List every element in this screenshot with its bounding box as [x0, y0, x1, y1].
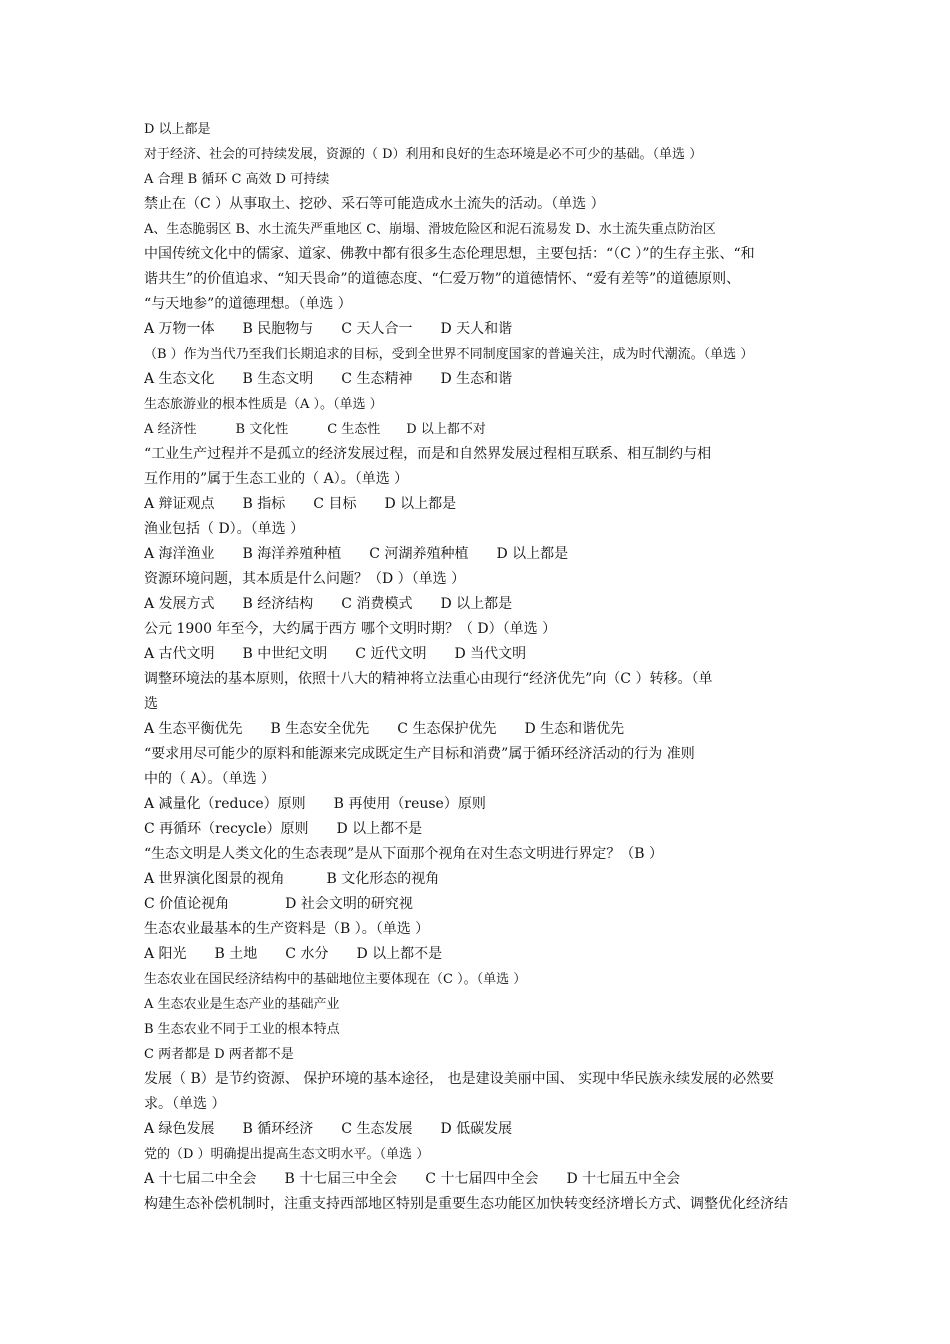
document-body	[144, 117, 812, 1217]
text-line: A 辩证观点 B 指标 C 目标 D 以上都是	[144, 496, 457, 512]
text-line: A 阳光 B 土地 C 水分 D 以上都不是	[144, 946, 443, 962]
text-line: A 减量化（reduce）原则 B 再使用（reuse）原则	[144, 796, 486, 812]
text-line: B 生态农业不同于工业的根本特点	[144, 1022, 340, 1037]
text-line: A 发展方式 B 经济结构 C 消费模式 D 以上都是	[144, 596, 513, 612]
text-line: A 万物一体 B 民胞物与 C 天人合一 D 天人和谐	[144, 321, 513, 337]
text-line: （B ）作为当代乃至我们长期追求的目标，受到全世界不同制度国家的普遍关注，成为时代潮流。（单选 ）	[144, 347, 754, 362]
text-line: “工业生产过程并不是孤立的经济发展过程，而是和自然界发展过程相互联系、相互制约与相	[144, 446, 712, 462]
text-line: 生态农业在国民经济结构中的基础地位主要体现在（C ）。（单选 ）	[144, 972, 527, 987]
text-line: “生态文明是人类文化的生态表现”是从下面那个视角在对生态文明进行界定？（B ）	[144, 846, 664, 862]
text-line: A 世界演化图景的视角 B 文化形态的视角	[144, 871, 440, 887]
text-line: 求。（单选 ）	[144, 1096, 226, 1112]
text-line: A、生态脆弱区 B、水土流失严重地区 C、崩塌、滑坡危险区和泥石流易发 D、水土流失重点防治区	[144, 222, 716, 237]
text-line: 生态农业最基本的生产资料是（B ）。（单选 ）	[144, 921, 430, 937]
text-line: 生态旅游业的根本性质是（A ）。（单选 ）	[144, 397, 383, 412]
text-line: 选	[144, 696, 158, 712]
text-line: “与天地参”的道德理想。（单选 ）	[144, 296, 352, 312]
text-line: A 合理 B 循环 C 高效 D 可持续	[144, 172, 330, 187]
text-line: 对于经济、社会的可持续发展，资源的（ D）利用和良好的生态环境是必不可少的基础。（单选 ）	[144, 147, 703, 162]
text-line: D 以上都是	[144, 122, 211, 137]
text-line: A 海洋渔业 B 海洋养殖种植 C 河湖养殖种植 D 以上都是	[144, 546, 569, 562]
text-line: 谐共生”的价值追求、“知天畏命”的道德态度、“仁爱万物”的道德情怀、“爱有差等”的道德原则、	[144, 271, 741, 287]
text-line: A 绿色发展 B 循环经济 C 生态发展 D 低碳发展	[144, 1121, 513, 1137]
text-line: C 价值论视角 D 社会文明的研究视	[144, 896, 413, 912]
text-line: A 经济性 B 文化性 C 生态性 D 以上都不对	[144, 422, 486, 437]
text-line: A 生态农业是生态产业的基础产业	[144, 997, 340, 1012]
text-line: A 古代文明 B 中世纪文明 C 近代文明 D 当代文明	[144, 646, 527, 662]
text-line: A 十七届二中全会 B 十七届三中全会 C 十七届四中全会 D 十七届五中全会	[144, 1171, 681, 1187]
text-line: C 再循环（recycle）原则 D 以上都不是	[144, 821, 423, 837]
text-line: 渔业包括（ D）。（单选 ）	[144, 521, 305, 537]
text-line: 中的（ A）。（单选 ）	[144, 771, 276, 787]
text-line: 构建生态补偿机制时，注重支持西部地区特别是重要生态功能区加快转变经济增长方式、调整优化经济结	[144, 1196, 788, 1212]
text-line: 公元 1900 年至今，大约属于西方 哪个文明时期？（ D）（单选 ）	[144, 621, 557, 637]
text-line: 中国传统文化中的儒家、道家、佛教中都有很多生态伦理思想，主要包括：“（C ）”的生存主张、“和	[144, 246, 755, 262]
text-line: A 生态平衡优先 B 生态安全优先 C 生态保护优先 D 生态和谐优先	[144, 721, 625, 737]
text-line: 禁止在（C ）从事取土、挖砂、采石等可能造成水土流失的活动。（单选 ）	[144, 196, 605, 212]
text-line: 互作用的”属于生态工业的（ A）。（单选 ）	[144, 471, 409, 487]
text-line: A 生态文化 B 生态文明 C 生态精神 D 生态和谐	[144, 371, 513, 387]
text-line: “要求用尽可能少的原料和能源来完成既定生产目标和消费”属于循环经济活动的行为 准则	[144, 746, 695, 762]
text-line: 发展（ B）是节约资源、 保护环境的基本途径， 也是建设美丽中国、 实现中华民族永续发展的必然要	[144, 1071, 775, 1087]
text-line: 调整环境法的基本原则，依照十八大的精神将立法重心由现行“经济优先”向（C ）转移。（单	[144, 671, 713, 687]
text-line: 资源环境问题，其本质是什么问题？（D ）（单选 ）	[144, 571, 466, 587]
text-line: 党的（D ）明确提出提高生态文明水平。（单选 ）	[144, 1147, 430, 1162]
text-line: C 两者都是 D 两者都不是	[144, 1047, 294, 1062]
